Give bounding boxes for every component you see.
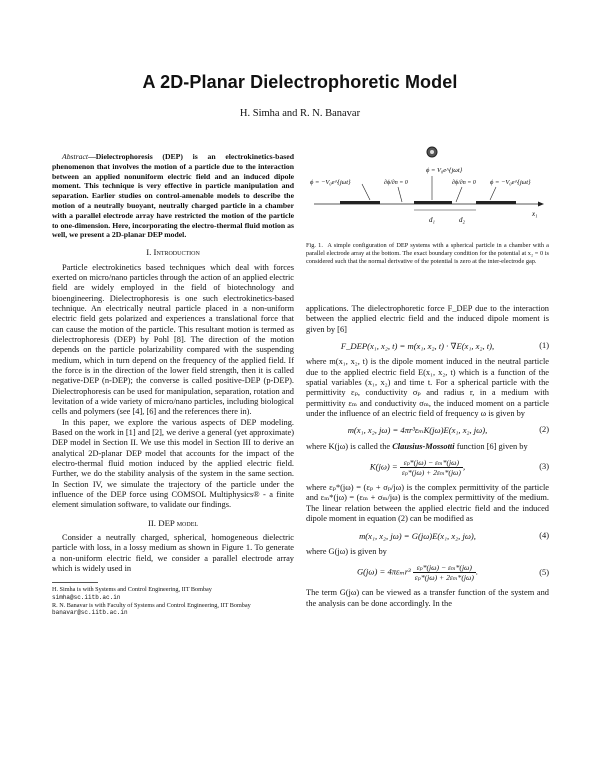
figure-1 — [306, 140, 549, 240]
equation-1-body: F_DEP(x₁, x₂, t) = m(x₁, x₂, t) · ∇E(x₁, x₂, t), — [340, 341, 495, 352]
fig-electrode-3 — [476, 201, 516, 204]
footnote-1-text: H. Simha is with Systems and Control Engineering, IIT Bombay — [52, 586, 212, 594]
equation-3-fraction — [400, 458, 463, 477]
equation-5-denominator: εₚ*(jω) + 2εₘ*(jω) — [414, 573, 474, 583]
abstract — [52, 152, 294, 240]
equation-5-lhs: G(jω) = 4πεₘr³ — [356, 566, 411, 577]
fig-label-dphi-left: ∂ϕ/∂n = 0 — [384, 180, 408, 186]
equation-3-body: K(jω) = $\frac{\text{εₚ*(jω) − εₘ*(jω)}}{\text{εₚ*(jω) + 2εₘ*(jω)}}$ , — [369, 458, 466, 478]
fig-label-dphi-mid: ∂ϕ/∂n = 0 — [452, 180, 476, 186]
equation-3-denominator: εₚ*(jω) + 2εₘ*(jω) — [401, 468, 461, 478]
abstract-text: —Dielectrophoresis (DEP) is an electrokinetics-based phenomenon that involves the motion of a particle due to the interaction between an applied nonuniform electric field and an induced dipole moment. This technique is very effective in particle manipulation and separation. Earlier studies on control-amenable models to describe the motion of a neutrally buoyant, neutrally charged particle in a chamber with a parallel electrode array have restricted the motion of the particle to one-dimension. Here, incorporating the electro-thermal fluid motion as well, we present a 2D-planar DEP model. — [52, 152, 294, 240]
fig-label-d2: d₂ — [459, 216, 465, 224]
fig-electrode-1 — [340, 201, 380, 204]
equation-4 — [306, 531, 549, 541]
fig-x-axis-arrowhead — [538, 202, 544, 207]
fig-electrode-2 — [414, 201, 452, 204]
right-column — [306, 304, 549, 609]
footnote-1 — [52, 586, 294, 601]
equation-1 — [306, 341, 549, 351]
figure-1-caption-label: Fig. 1. — [306, 242, 323, 249]
footnote-2-text: R. N. Banavar is with Faculty of Systems and Control Engineering, IIT Bombay — [52, 601, 251, 609]
right-paragraph-6: The term G(jω) can be viewed as a transfer function of the system and the analysis can be done accordingly. In the — [306, 588, 549, 608]
right-paragraph-5: where G(jω) is given by — [306, 546, 387, 556]
right-paragraph-4: where εₚ*(jω) = (εₚ + σₚ/jω) is the complex permittivity of the particle and εₘ*(jω) = (εₘ + σₘ/jω) is the complex permittivity of the medium. The linear relation between the applied electric field and the induced dipole moment in equation (2) can be modified as — [306, 483, 549, 524]
clausius-mossotti-term: Clausius-Mossotti — [392, 441, 455, 451]
equation-5-numerator: εₚ*(jω) − εₘ*(jω) — [413, 563, 476, 573]
equation-5 — [306, 563, 549, 582]
paper-title: A 2D-Planar Dielectrophoretic Model — [142, 72, 458, 92]
abstract-label: Abstract — [62, 152, 89, 161]
right-paragraph-2: where m(x₁, x₂, t) is the dipole moment induced in the neutral particle due to the applied electric field E(x₁, x₂, t) which is a function of the spatial variables (x₁, x₂) and time t. For a spherical particle with the permittivity εₚ, conductivity σₚ and radius r, in a medium with permittivity εₘ and conductivity σₘ, the induced moment on a particle under the influence of an electric field of frequency ω is given by — [306, 357, 549, 419]
right-paragraph-3 — [306, 442, 549, 452]
equation-3 — [306, 458, 549, 477]
intro-paragraph-2: In this paper, we explore the various aspects of DEP modeling. Based on the work in [1] and [2], we derive a general (yet approximate) DEP model in Section II. We use this model in Section III to derive an analytical 2D-planar DEP model that accounts for the impact of the electro-thermal fluid motion induced by the applied electric field. Further, we do the stability analysis of the system in the same section. In Section IV, we simulate the trajectory of the particle under the influence of the DEP force using COMSOL Multiphysics® - a finite element simulation software, to validate our findings. — [52, 417, 294, 510]
footnote-rule — [52, 582, 98, 583]
right-paragraph-3-post: function [6] given by — [456, 441, 528, 451]
equation-5-fraction — [413, 563, 476, 582]
equation-3-lhs: K(jω) = — [369, 461, 398, 472]
footnote-1-email: simha@sc.iitb.ac.in — [52, 594, 121, 602]
equation-4-body: m(x₁, x₂, jω) = G(jω)E(x₁, x₂, jω), — [359, 530, 476, 541]
fig-arrow-left — [362, 184, 370, 200]
footnote-2 — [52, 602, 294, 617]
equation-2-number: (2) — [539, 425, 549, 435]
fig-label-x1: x₁ — [532, 210, 538, 218]
section-heading-introduction: I. Introduction — [146, 247, 200, 258]
figure-1-caption-text: A simple configuration of DEP systems with a spherical particle in a chamber with a parallel electrode array at the bottom. The exact boundary condition for the potential at x₂ = 0 is considered such that the normal derivative of the potential is zero at the inter-electrode gap. — [306, 242, 549, 265]
equation-3-numerator: εₚ*(jω) − εₘ*(jω) — [400, 458, 463, 468]
equation-1-number: (1) — [539, 341, 549, 351]
figure-1-caption — [306, 242, 549, 266]
right-paragraph-1: applications. The dielectrophoretic force F_DEP due to the interaction between the applied electric field and the induced dipole moment is given by [6] — [306, 304, 549, 334]
fig-label-right: ϕ = −V₀e^{jωt} — [490, 179, 531, 186]
particle-highlight — [430, 150, 434, 154]
equation-2 — [306, 425, 549, 435]
section-heading-dep-model: II. DEP model — [147, 517, 199, 528]
footnote-2-email: banavar@sc.iitb.ac.in — [52, 609, 128, 617]
fig-arrow-dphi-left — [398, 187, 402, 202]
fig-arrow-right — [490, 187, 496, 200]
fig-arrow-dphi-mid — [456, 187, 462, 202]
fig-label-left: ϕ = −V₀e^{jωt} — [310, 179, 351, 186]
equation-2-body: m(x₁, x₂, jω) = 4πr³εₘK(jω)E(x₁, x₂, jω), — [347, 425, 488, 436]
intro-paragraph-1: Particle electrokinetics based techniques which deal with forces exerted on micro/nano particles through the action of an applied electric field are widely employed in the field of biotechnology and bioengineering. Dielectrophoresis is one such electrokinetics-based technique. An electrically neutral particle placed in a non-uniform electric field gets polarized and experiences a translational force that can cause the motion of the particle. This resultant motion is termed as dielectrophoresis (DEP) by Pohl [8]. The direction of the motion depends on the particle polarizability compared with the suspending medium, which in turn depend on the frequency of the applied field. If the force is in the direction of the lower field strength, then it is called negative-DEP (n-DEP); the converse is called positive-DEP (p-DEP). Dielectrophoresis can be used for manipulation, separation, rotation and levitation of a wide variety of micro/nano particles, including biological cells and polymers (see [4], [6] and the references there in). — [52, 262, 294, 417]
equation-5-number: (5) — [539, 567, 549, 577]
fig-label-d1: d₁ — [429, 216, 435, 224]
equation-5-body: G(jω) = 4πεₘr³ $\frac{\text{εₚ*(jω) − εₘ*(jω)}}{\text{εₚ*(jω) + 2εₘ*(jω)}}$ . — [356, 563, 479, 583]
paper-authors: H. Simha and R. N. Banavar — [239, 108, 361, 119]
left-column — [52, 152, 294, 617]
equation-4-number: (4) — [539, 530, 549, 540]
dep-model-paragraph-1: Consider a neutrally charged, spherical, homogeneous dielectric particle with loss, in a lossy medium as shown in Figure 1. To generate a non-uniform electric field, we consider a parallel electrode array which is widely used in — [52, 533, 294, 574]
right-paragraph-3-pre: where K(jω) is called the — [306, 441, 391, 451]
equation-3-number: (3) — [539, 462, 549, 472]
fig-label-phi-top: ϕ = V₀e^{jωt} — [426, 167, 463, 174]
